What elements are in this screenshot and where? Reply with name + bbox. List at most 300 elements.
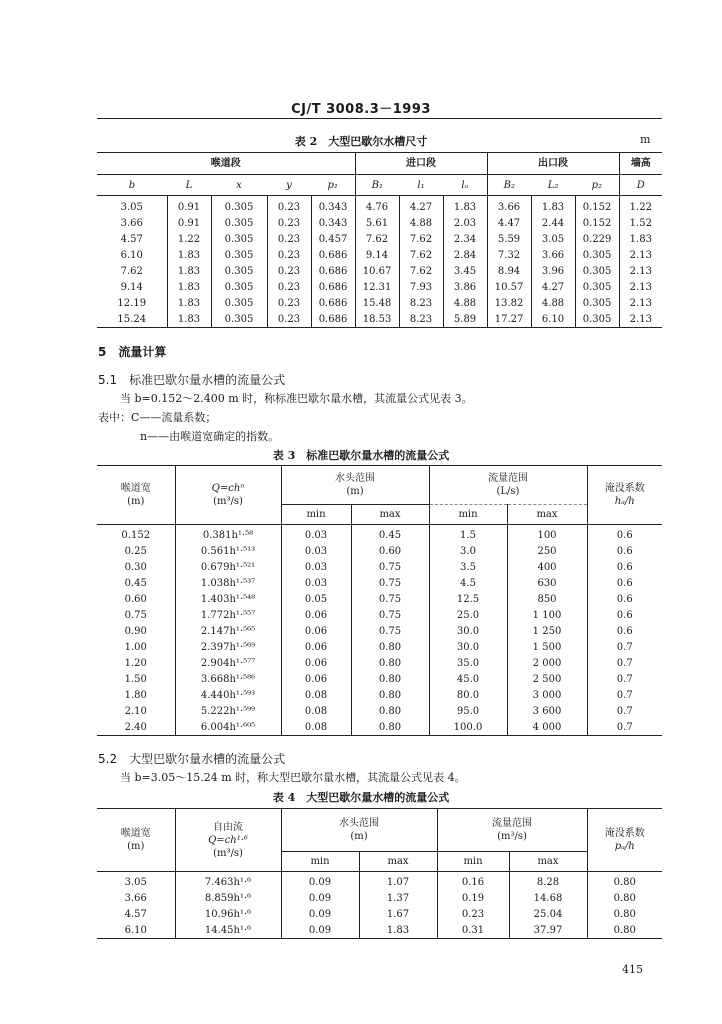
table4-cell: 4.57: [124, 908, 147, 920]
table4-cell: 0.80: [587, 872, 662, 891]
table4-head-header: [281, 809, 437, 852]
table4-caption: 表 4 大型巴歇尔量水槽的流量公式: [272, 791, 450, 804]
table3-cell: 0.7: [587, 703, 662, 719]
table2-row: [97, 215, 662, 231]
table4-cell: 14.68: [509, 890, 587, 906]
table3-cell: 0.60: [351, 543, 429, 559]
table3-head-max: max: [351, 505, 429, 525]
table2-cell: 10.57: [487, 279, 531, 295]
table2-cell: 0.343: [311, 196, 355, 216]
table3-cell: 1.00: [124, 641, 147, 653]
table2-cell: 4.27: [399, 196, 443, 216]
table3-cell: 1.772h¹·⁵⁵⁷: [175, 607, 281, 623]
table3-cell: 0.6: [587, 525, 662, 544]
table4-cell: 10.96h¹·⁶: [175, 906, 281, 922]
table3-row: [97, 703, 662, 719]
table3-cell: 0.679h¹·⁵²¹: [175, 559, 281, 575]
table2-cell: 10.67: [355, 263, 399, 279]
table2-cell: 8.23: [399, 295, 443, 311]
table4-row: [97, 922, 662, 939]
table3-cell: 0.381h¹·⁵⁸: [175, 525, 281, 544]
table3-cell: 100.0: [429, 719, 507, 736]
table4-cell: 1.67: [359, 906, 437, 922]
table3-row: [97, 525, 662, 544]
table4-flow-max: max: [509, 852, 587, 872]
table2-cell: 0.305: [575, 263, 619, 279]
table2-cell: 3.86: [443, 279, 487, 295]
table2-col-header: L₂: [531, 175, 575, 196]
table2-cell: 2.44: [531, 215, 575, 231]
table2-cell: 2.13: [619, 247, 662, 263]
table2-cell: 3.05: [120, 201, 143, 213]
table4-sub-header: [587, 809, 662, 872]
table4-width-unit: (m): [127, 841, 145, 852]
table2-col-header: L: [167, 175, 211, 196]
header-rule: [97, 118, 662, 119]
table2-cell: 7.62: [399, 247, 443, 263]
table2-cell: 7.93: [399, 279, 443, 295]
table2-cell: 9.14: [120, 281, 143, 293]
table3-cell: 0.6: [587, 575, 662, 591]
table4-head-max: max: [359, 852, 437, 872]
table3-formula-header: [175, 466, 281, 525]
table4-sub-label: 淹没系数: [604, 828, 645, 839]
table2-cell: 0.305: [211, 215, 267, 231]
table3-cell: 1.20: [124, 657, 147, 669]
table2-group-outlet: 出口段: [487, 153, 619, 175]
table4: [97, 808, 662, 939]
table2-cell: 1.83: [167, 295, 211, 311]
table2-cell: 3.66: [120, 217, 143, 229]
table2-cell: 0.152: [575, 196, 619, 216]
table3-cell: 0.75: [351, 607, 429, 623]
table3-cell: 0.6: [587, 543, 662, 559]
table4-head-unit: (m): [350, 831, 368, 842]
table4-cell: 1.83: [359, 922, 437, 939]
table2-cell: 1.83: [443, 196, 487, 216]
table2-col-header: B₁: [355, 175, 399, 196]
table2-cell: 0.23: [267, 279, 311, 295]
table2-cell: 2.13: [619, 311, 662, 328]
table3-cell: 0.7: [587, 671, 662, 687]
table3-caption: 表 3 标准巴歇尔量水槽的流量公式: [272, 449, 450, 462]
table4-cell: 6.10: [97, 922, 175, 939]
table2-cell: 5.61: [355, 215, 399, 231]
table3-cell: 2.397h¹·⁵⁶⁹: [175, 639, 281, 655]
table3-row: [97, 591, 662, 607]
table4-head-label: 水头范围: [339, 818, 379, 829]
table2-col-header: lₐ: [443, 175, 487, 196]
table3-width-label: 喉道宽: [120, 483, 151, 494]
table3-cell: 0.75: [351, 575, 429, 591]
table3-cell: 0.80: [351, 655, 429, 671]
table4-sub-unit: pₐ/h: [614, 841, 635, 852]
table3-cell: 12.5: [429, 591, 507, 607]
table3-cell: 2 000: [507, 655, 587, 671]
table3-row: [97, 639, 662, 655]
table4-cell: 0.19: [437, 890, 509, 906]
section-5-2-title: 5.2 大型巴歇尔量水槽的流量公式: [98, 752, 286, 766]
table3-cell: 2 500: [507, 671, 587, 687]
table2-group-inlet: 进口段: [355, 153, 487, 175]
table3-cell: 100: [507, 525, 587, 544]
table4-cell: 0.16: [437, 872, 509, 891]
table2-cell: 7.32: [487, 247, 531, 263]
table2-cell: 0.91: [167, 196, 211, 216]
table2-cell: 7.62: [399, 263, 443, 279]
table2-cell: 0.23: [267, 196, 311, 216]
table2-cell: 3.05: [531, 231, 575, 247]
table3-cell: 0.08: [281, 703, 351, 719]
table2-cell: 15.24: [97, 311, 167, 328]
table2-col-header: D: [619, 175, 662, 196]
table4-cell: 0.09: [281, 906, 359, 922]
table2-cell: 15.48: [355, 295, 399, 311]
table2-cell: 9.14: [355, 247, 399, 263]
table2-cell: 3.45: [443, 263, 487, 279]
table2-cell: 0.152: [575, 215, 619, 231]
table3-cell: 80.0: [429, 687, 507, 703]
table2-cell: 0.686: [311, 279, 355, 295]
section-5-title: 5 流量计算: [98, 345, 167, 359]
table2-cell: 3.96: [531, 263, 575, 279]
table3-cell: 0.80: [351, 687, 429, 703]
table3-formula-label: Q=chⁿ: [211, 483, 245, 494]
table2-cell: 0.305: [575, 295, 619, 311]
table2-col-header: p₂: [575, 175, 619, 196]
table4-width-label: 喉道宽: [120, 828, 151, 839]
table2-cell: 3.66: [531, 247, 575, 263]
table2-cell: 0.23: [267, 231, 311, 247]
table4-formula-header: [175, 809, 281, 872]
table2-cell: 3.66: [487, 196, 531, 216]
table4-cell: 0.80: [587, 906, 662, 922]
table3-cell: 1.5: [429, 525, 507, 544]
table3-row: [97, 543, 662, 559]
table2-cell: 0.305: [575, 247, 619, 263]
table2-row: [97, 311, 662, 328]
table3-cell: 0.45: [351, 525, 429, 544]
table3-cell: 250: [507, 543, 587, 559]
table2-caption: 表 2 大型巴歇尔水槽尺寸: [294, 135, 428, 148]
section-5-1-text: 当 b=0.152～2.400 m 时，称标准巴歇尔量水槽，其流量公式见表 3。: [120, 392, 473, 405]
table2-cell: 8.23: [399, 311, 443, 328]
table3-cell: 4.440h¹·⁵⁹³: [175, 687, 281, 703]
table3-cell: 3.668h¹·⁵⁸⁶: [175, 671, 281, 687]
table2-cell: 7.62: [355, 231, 399, 247]
table4-cell: 1.07: [359, 872, 437, 891]
table3-flow-unit: (L/s): [496, 486, 520, 497]
table3-cell: 400: [507, 559, 587, 575]
table3-cell: 3 600: [507, 703, 587, 719]
table3-cell: 1 500: [507, 639, 587, 655]
table2-cell: 4.27: [531, 279, 575, 295]
table3-cell: 0.6: [587, 623, 662, 639]
table3-cell: 0.08: [281, 687, 351, 703]
table4-width-header: [97, 809, 175, 872]
table3-cell: 0.6: [587, 607, 662, 623]
table2-cell: 12.19: [117, 297, 147, 309]
table2-cell: 0.23: [267, 311, 311, 328]
table2-cell: 4.47: [487, 215, 531, 231]
table2-cell: 4.88: [399, 215, 443, 231]
table2-cell: 1.83: [167, 279, 211, 295]
table3-cell: 0.06: [281, 655, 351, 671]
table3-cell: 2.147h¹·⁵⁶⁵: [175, 623, 281, 639]
table2-cell: 4.88: [443, 295, 487, 311]
table4-cell: 0.09: [281, 922, 359, 939]
table3-cell: 30.0: [429, 623, 507, 639]
table3-sub-header: [587, 466, 662, 525]
table3-cell: 3.5: [429, 559, 507, 575]
table3-cell: 1.038h¹·⁵³⁷: [175, 575, 281, 591]
table3-cell: 4.5: [429, 575, 507, 591]
table2-cell: 0.686: [311, 247, 355, 263]
table3-cell: 0.05: [281, 591, 351, 607]
table2-cell: 0.686: [311, 263, 355, 279]
table3-cell: 2.904h¹·⁵⁷⁷: [175, 655, 281, 671]
table3-cell: 630: [507, 575, 587, 591]
table4-cell: 1.37: [359, 890, 437, 906]
table4-cell: 3.66: [124, 892, 147, 904]
section-5-1-title: 5.1 标准巴歇尔量水槽的流量公式: [98, 373, 286, 387]
table3-cell: 4 000: [507, 719, 587, 736]
table3-head-min: min: [281, 505, 351, 525]
table4-row: [97, 906, 662, 922]
table2-cell: 0.23: [267, 215, 311, 231]
table3-cell: 0.7: [587, 719, 662, 736]
table2-cell: 2.03: [443, 215, 487, 231]
table2-cell: 0.305: [211, 263, 267, 279]
table2-cell: 1.83: [531, 196, 575, 216]
table3-cell: 0.7: [587, 639, 662, 655]
table2-cell: 0.305: [211, 295, 267, 311]
table4-cell: 0.80: [587, 890, 662, 906]
table2-cell: 4.76: [355, 196, 399, 216]
table3-cell: 0.561h¹·⁵¹³: [175, 543, 281, 559]
table2: [97, 152, 662, 328]
table2-cell: 6.10: [120, 249, 143, 261]
section-5-2-text: 当 b=3.05～15.24 m 时，称大型巴歇尔量水槽，其流量公式见表 4。: [120, 771, 466, 784]
coefficient-c-note: 表中：C——流量系数；: [98, 411, 217, 424]
table3-cell: 0.06: [281, 607, 351, 623]
table4-cell: 8.28: [509, 872, 587, 891]
table2-col-header: y: [267, 175, 311, 196]
table4-flow-min: min: [437, 852, 509, 872]
table3-cell: 0.75: [351, 559, 429, 575]
table3-cell: 850: [507, 591, 587, 607]
table3-cell: 0.80: [351, 639, 429, 655]
table2-cell: 7.62: [399, 231, 443, 247]
table3-width-unit: (m): [127, 496, 145, 507]
table2-cell: 0.457: [311, 231, 355, 247]
page-number: 415: [622, 963, 643, 976]
table4-cell: 0.23: [437, 906, 509, 922]
table4-row: [97, 890, 662, 906]
table2-group-throat: 喉道段: [97, 153, 355, 175]
table2-cell: 1.83: [619, 231, 662, 247]
table4-cell: 0.09: [281, 872, 359, 891]
table2-cell: 2.84: [443, 247, 487, 263]
table3-cell: 0.7: [587, 687, 662, 703]
table3-row: [97, 607, 662, 623]
table2-cell: 2.34: [443, 231, 487, 247]
table3-flow-max: max: [507, 505, 587, 525]
table3-head-unit: (m): [346, 486, 364, 497]
table3-cell: 25.0: [429, 607, 507, 623]
table4-cell: 0.09: [281, 890, 359, 906]
table3-flow-header: [429, 466, 587, 505]
table2-cell: 1.83: [167, 311, 211, 328]
table3-cell: 0.80: [351, 719, 429, 736]
table3-cell: 0.06: [281, 639, 351, 655]
table3-row: [97, 575, 662, 591]
table2-cell: 0.343: [311, 215, 355, 231]
table4-head-min: min: [281, 852, 359, 872]
table2-cell: 8.94: [487, 263, 531, 279]
table2-group-wall: 墙高: [619, 153, 662, 175]
table2-cell: 5.89: [443, 311, 487, 328]
table3-row: [97, 687, 662, 703]
table2-cell: 17.27: [487, 311, 531, 328]
table2-cell: 0.305: [211, 311, 267, 328]
table2-cell: 0.23: [267, 263, 311, 279]
table2-cell: 0.686: [311, 295, 355, 311]
table3-cell: 0.06: [281, 623, 351, 639]
table2-row: [97, 295, 662, 311]
table3-cell: 0.80: [351, 671, 429, 687]
table2-cell: 5.59: [487, 231, 531, 247]
table2-row: [97, 231, 662, 247]
table2-cell: 0.305: [211, 279, 267, 295]
table2-cell: 13.82: [487, 295, 531, 311]
table2-col-header: b: [97, 175, 167, 196]
table3-row: [97, 671, 662, 687]
table2-cell: 0.305: [211, 231, 267, 247]
table2-cell: 12.31: [355, 279, 399, 295]
table3-cell: 0.6: [587, 591, 662, 607]
table2-col-header: l₁: [399, 175, 443, 196]
table3-cell: 0.08: [281, 719, 351, 736]
table3-cell: 1 100: [507, 607, 587, 623]
table2-row: [97, 279, 662, 295]
table4-cell: 14.45h¹·⁶: [175, 922, 281, 939]
table4-flow-header: [437, 809, 587, 852]
table3-row: [97, 559, 662, 575]
table3-cell: 3 000: [507, 687, 587, 703]
standard-number: CJ/T 3008.3－1993: [291, 102, 431, 117]
table3-cell: 0.80: [351, 703, 429, 719]
table3-cell: 95.0: [429, 703, 507, 719]
table4-formula-unit: (m³/s): [213, 847, 243, 859]
table2-cell: 0.305: [211, 247, 267, 263]
table4-cell: 25.04: [509, 906, 587, 922]
table3-sub-label: 淹没系数: [604, 483, 645, 494]
table2-col-header: B₂: [487, 175, 531, 196]
table3-cell: 0.6: [587, 559, 662, 575]
table2-cell: 4.57: [120, 233, 143, 245]
table3-cell: 1 250: [507, 623, 587, 639]
table2-cell: 0.686: [311, 311, 355, 328]
table3-cell: 35.0: [429, 655, 507, 671]
table3-cell: 1.50: [124, 673, 147, 685]
table3-row: [97, 655, 662, 671]
table3-cell: 0.03: [281, 559, 351, 575]
table3-flow-min: min: [429, 505, 507, 525]
table2-cell: 0.305: [575, 279, 619, 295]
exponent-n-note: n——由喉道宽确定的指数。: [140, 430, 280, 443]
table2-cell: 6.10: [531, 311, 575, 328]
table3-cell: 1.403h¹·⁵⁴⁸: [175, 591, 281, 607]
table3-cell: 0.90: [124, 625, 147, 637]
table3-cell: 2.10: [124, 705, 147, 717]
table2-cell: 2.13: [619, 279, 662, 295]
table3-cell: 0.03: [281, 575, 351, 591]
table2-cell: 0.305: [211, 196, 267, 216]
table2-col-header: x: [211, 175, 267, 196]
table2-cell: 1.22: [167, 231, 211, 247]
table3-cell: 0.30: [124, 561, 147, 573]
table2-col-header: p₁: [311, 175, 355, 196]
table3-row: [97, 719, 662, 736]
table3-cell: 1.80: [124, 689, 147, 701]
table3-cell: 0.60: [124, 593, 147, 605]
table4-cell: 3.05: [124, 876, 147, 888]
table3-cell: 0.152: [121, 529, 151, 541]
table4-cell: 8.859h¹·⁶: [175, 890, 281, 906]
table2-cell: 2.13: [619, 295, 662, 311]
table2-row: [97, 263, 662, 279]
table2-cell: 0.91: [167, 215, 211, 231]
table4-cell: 7.463h¹·⁶: [175, 872, 281, 891]
table2-cell: 1.22: [619, 196, 662, 216]
table3-formula-unit: (m³/s): [213, 496, 243, 507]
table2-row: [97, 196, 662, 216]
table4-row: [97, 872, 662, 891]
table3-cell: 0.25: [124, 545, 147, 557]
table3-cell: 0.03: [281, 525, 351, 544]
table2-cell: 2.13: [619, 263, 662, 279]
table2-cell: 1.52: [619, 215, 662, 231]
table4-cell: 0.31: [437, 922, 509, 939]
table3-head-header: [281, 466, 429, 505]
table2-cell: 0.23: [267, 247, 311, 263]
table3-cell: 0.03: [281, 543, 351, 559]
table3-cell: 6.004h¹·⁶⁰⁵: [175, 719, 281, 736]
table3: [97, 465, 662, 736]
table3-cell: 0.06: [281, 671, 351, 687]
table3-row: [97, 623, 662, 639]
table2-cell: 7.62: [120, 265, 143, 277]
table2-cell: 18.53: [355, 311, 399, 328]
table2-cell: 0.305: [575, 311, 619, 328]
table3-cell: 3.0: [429, 543, 507, 559]
table4-formula-label: Q=ch¹·⁶: [208, 834, 248, 846]
table3-cell: 45.0: [429, 671, 507, 687]
table3-cell: 2.40: [97, 719, 175, 736]
table2-cell: 1.83: [167, 247, 211, 263]
table3-cell: 5.222h¹·⁵⁹⁹: [175, 703, 281, 719]
table3-flow-label: 流量范围: [488, 473, 528, 484]
table2-row: [97, 247, 662, 263]
table2-cell: 1.83: [167, 263, 211, 279]
table4-cell: 0.80: [587, 922, 662, 939]
table3-head-label: 水头范围: [335, 473, 375, 484]
table3-width-header: [97, 466, 175, 525]
table2-cell: 0.23: [267, 295, 311, 311]
table3-cell: 0.7: [587, 655, 662, 671]
table4-cell: 37.97: [509, 922, 587, 939]
